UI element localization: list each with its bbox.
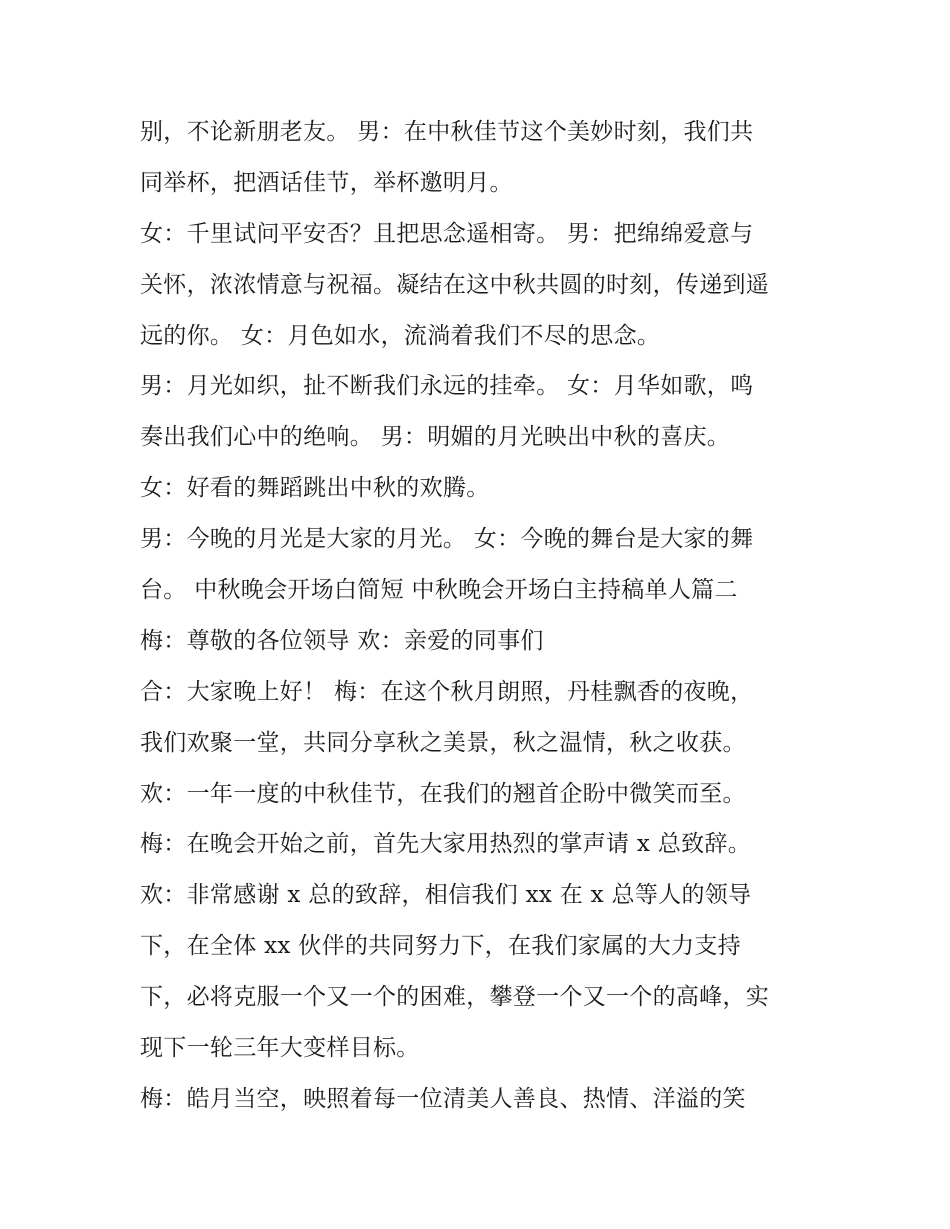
text-line: 欢：一年一度的中秋佳节，在我们的翘首企盼中微笑而至。 [140, 780, 746, 807]
text-line: 男：今晚的月光是大家的月光。 女：今晚的舞台是大家的舞 [140, 526, 754, 553]
text-line: 别，不论新朋老友。 男：在中秋佳节这个美妙时刻，我们共 [140, 119, 754, 145]
text-line: 现下一轮三年大变样目标。 [140, 1035, 420, 1062]
text-line: 合：大家晚上好！ 梅：在这个秋月朗照，丹桂飘香的夜晚， [140, 678, 754, 705]
text-line: 女：千里试问平安否？且把思念遥相寄。 男：把绵绵爱意与 [140, 220, 754, 247]
text-line: 远的你。 女：月色如水，流淌着我们不尽的思念。 [140, 322, 661, 349]
text-line: 梅：在晚会开始之前，首先大家用热烈的掌声请 x 总致辞。 [140, 831, 751, 858]
text-line: 同举杯，把酒话佳节，举杯邀明月。 [140, 169, 513, 196]
text-line: 男：月光如织，扯不断我们永远的挂牵。 女：月华如歌，鸣 [140, 373, 754, 400]
text-line: 梅：皓月当空，映照着每一位清美人善良、热情、洋溢的笑 [140, 1085, 746, 1112]
text-line: 欢：非常感谢 x 总的致辞，相信我们 xx 在 x 总等人的领导 [140, 882, 752, 909]
text-line: 关怀，浓浓情意与祝福。凝结在这中秋共圆的时刻，传递到遥 [140, 271, 770, 298]
document-body [140, 107, 830, 1125]
text-line: 台。 中秋晚会开场白简短 中秋晚会开场白主持稿单人篇二 [140, 577, 738, 604]
text-line: 我们欢聚一堂，共同分享秋之美景，秋之温情，秋之收获。 [140, 729, 746, 756]
text-line: 下，在全体 xx 伙伴的共同努力下，在我们家属的大力支持 [140, 933, 741, 960]
text-line: 奏出我们心中的绝响。 男：明媚的月光映出中秋的喜庆。 [140, 424, 731, 451]
text-line: 下，必将克服一个又一个的困难，攀登一个又一个的高峰，实 [140, 984, 770, 1011]
text-line: 梅：尊敬的各位领导 欢：亲爱的同事们 [140, 627, 544, 654]
text-line: 女：好看的舞蹈跳出中秋的欢腾。 [140, 475, 490, 502]
